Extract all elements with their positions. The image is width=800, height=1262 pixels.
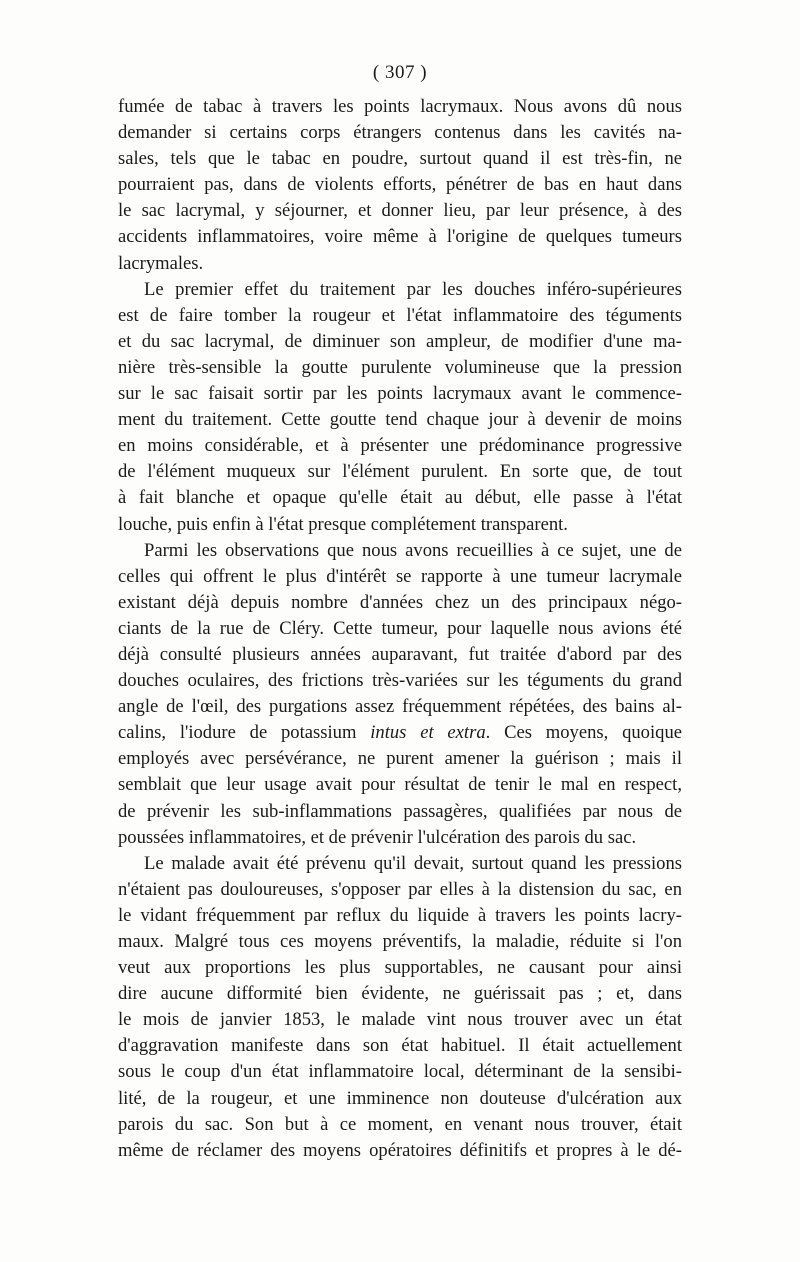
text-line: en moins considérable, et à présenter une prédominance progressive [118, 435, 682, 457]
text-line: est de faire tomber la rougeur et l'état inflammatoire des téguments [118, 304, 682, 326]
text-line: semblait que leur usage avait pour résultat de tenir le mal en respect, [118, 774, 682, 796]
text-line: nière très-sensible la goutte purulente volumineuse que la pression [118, 356, 682, 378]
text-line: lité, de la rougeur, et une imminence non douteuse d'ulcération aux [118, 1087, 682, 1109]
text-line: de prévenir les sub-inflammations passagères, qualifiées par nous de [118, 800, 682, 822]
text-line: employés avec persévérance, ne purent amener la guérison ; mais il [118, 748, 682, 770]
text-line: celles qui offrent le plus d'intérêt se rapporte à une tumeur lacrymale [118, 565, 682, 587]
text-line: calins, l'iodure de potassium intus et extra. Ces moyens, quoique [118, 722, 682, 744]
text-line: dire aucune difformité bien évidente, ne guérissait pas ; et, dans [118, 983, 682, 1005]
page-number: ( 307 ) [372, 62, 428, 83]
text-line: sous le coup d'un état inflammatoire local, déterminant de la sensibi- [118, 1061, 682, 1083]
text-line: ment du traitement. Cette goutte tend chaque jour à devenir de moins [118, 409, 682, 431]
paragraph-3 [118, 538, 682, 851]
text-line: déjà consulté plusieurs années auparavant, fut traitée d'abord par des [118, 643, 682, 665]
text-line: veut aux proportions les plus supportables, ne causant pour ainsi [118, 957, 682, 979]
text-line: le vidant fréquemment par reflux du liquide à travers les points lacry- [118, 904, 682, 926]
text-line: accidents inflammatoires, voire même à l'origine de quelques tumeurs [118, 226, 682, 248]
text-line: Le premier effet du traitement par les douches inféro-supérieures [144, 278, 682, 300]
paragraph-2 [118, 277, 682, 538]
text-line: sales, tels que le tabac en poudre, surtout quand il est très-fin, ne [118, 148, 682, 170]
text-line: angle de l'œil, des purgations assez fréquemment répétées, des bains al- [118, 696, 682, 718]
text-line: à fait blanche et opaque qu'elle était au début, elle passe à l'état [118, 487, 682, 509]
text-line: parois du sac. Son but à ce moment, en venant nous trouver, était [118, 1113, 682, 1135]
text-line: d'aggravation manifeste dans son état habituel. Il était actuellement [118, 1035, 682, 1057]
text-line: louche, puis enfin à l'état presque complétement transparent. [118, 513, 568, 535]
text-line: demander si certains corps étrangers contenus dans les cavités na- [118, 122, 682, 144]
text-line: et du sac lacrymal, de diminuer son ampleur, de modifier d'une ma- [118, 330, 682, 352]
text-line: ciants de la rue de Cléry. Cette tumeur, pour laquelle nous avions été [118, 617, 682, 639]
text-line: le mois de janvier 1853, le malade vint nous trouver avec un état [118, 1009, 682, 1031]
text-line: sur le sac faisait sortir par les points lacrymaux avant le commence- [118, 383, 682, 405]
text-line: même de réclamer des moyens opératoires définitifs et propres à le dé- [118, 1139, 682, 1161]
text-line: lacrymales. [118, 252, 204, 274]
paragraph-4 [118, 851, 682, 1164]
text-line: maux. Malgré tous ces moyens préventifs, la maladie, réduite si l'on [118, 931, 682, 952]
text-line: pourraient pas, dans de violents efforts, pénétrer de bas en haut dans [118, 174, 682, 196]
text-line: douches oculaires, des frictions très-variées sur les téguments du grand [118, 670, 682, 692]
text-line: le sac lacrymal, y séjourner, et donner lieu, par leur présence, à des [118, 200, 682, 222]
text-line: fumée de tabac à travers les points lacrymaux. Nous avons dû nous [118, 96, 682, 117]
body-text [118, 94, 682, 1164]
text-line: existant déjà depuis nombre d'années chez un des principaux négo- [118, 591, 682, 613]
text-line: poussées inflammatoires, et de prévenir l'ulcération des parois du sac. [118, 826, 637, 848]
text-line: n'étaient pas douloureuses, s'opposer par elles à la distension du sac, en [118, 878, 682, 900]
paragraph-1 [118, 94, 682, 277]
text-line: Le malade avait été prévenu qu'il devait, surtout quand les pressions [144, 852, 682, 874]
text-line: Parmi les observations que nous avons recueillies à ce sujet, une de [144, 539, 682, 561]
text-line: de l'élément muqueux sur l'élément purulent. En sorte que, de tout [118, 461, 682, 483]
